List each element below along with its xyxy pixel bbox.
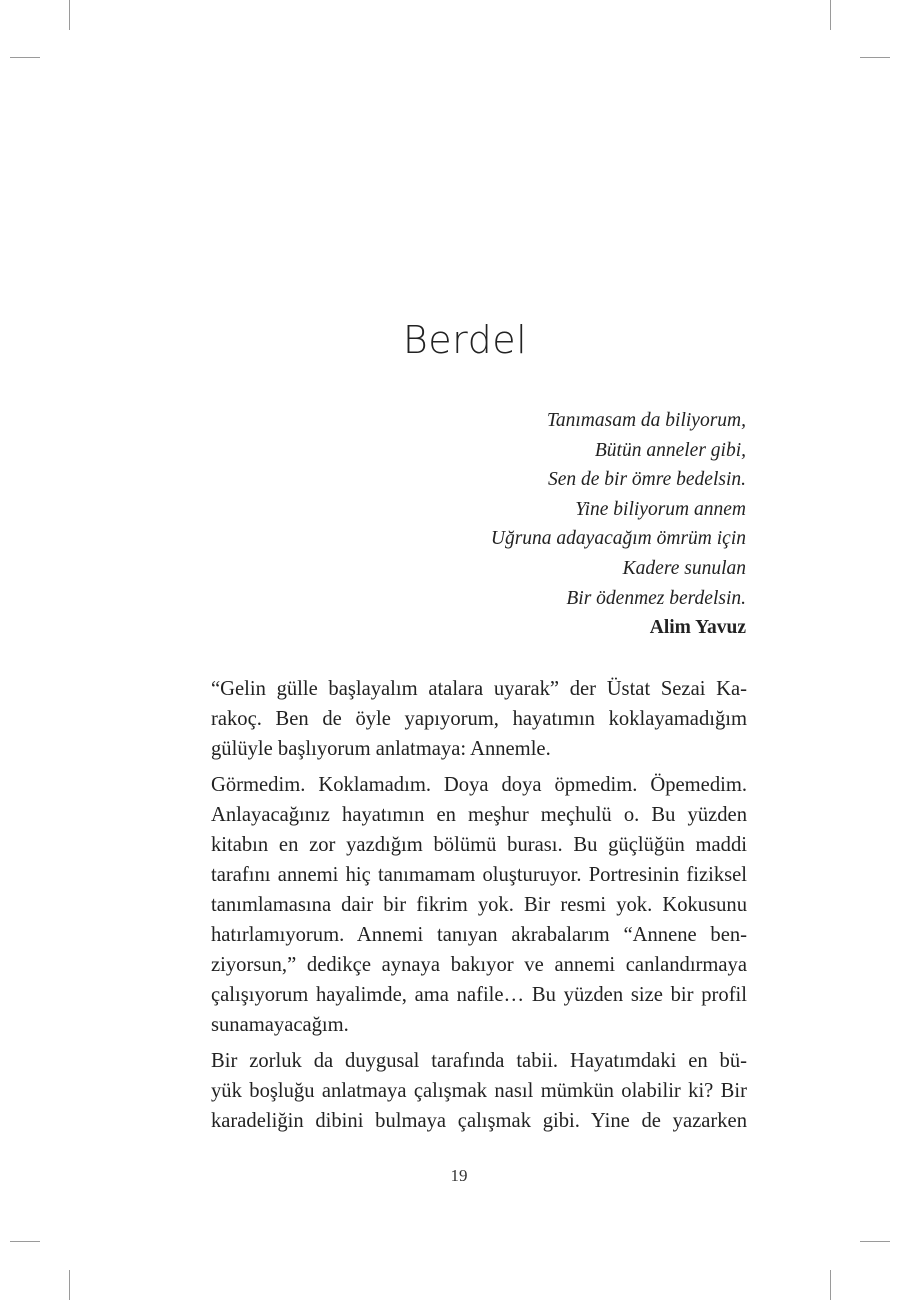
text-line: kitabın en zor yazdığım bölümü burası. Bu güçlüğün maddi <box>211 834 747 856</box>
text-line: “Gelin gülle başlayalım atalara uyarak” der Üstat Sezai Ka- <box>211 678 747 700</box>
epigraph-line: Bütün anneler gibi, <box>594 439 746 461</box>
body-text <box>183 674 747 1142</box>
text-line: rakoç. Ben de öyle yapıyorum, hayatımın koklayamadığım <box>211 708 747 730</box>
epigraph-author: Alim Yavuz <box>649 617 746 639</box>
text-line: ziyorsun,” dedikçe aynaya bakıyor ve annemi canlandırmaya <box>211 954 747 976</box>
crop-mark-left-top <box>10 57 40 58</box>
text-line: Anlayacağınız hayatımın en meşhur meçhulü o. Bu yüzden <box>211 804 747 826</box>
text-line: karadeliğin dibini bulmaya çalışmak gibi. Yine de yazarken <box>211 1110 747 1132</box>
epigraph-line: Yine biliyorum annem <box>575 498 746 520</box>
crop-mark-bottom-left <box>69 1270 70 1300</box>
epigraph <box>380 406 746 643</box>
epigraph-line: Kadere sunulan <box>622 557 746 579</box>
crop-mark-right-top <box>860 57 890 58</box>
text-line: Bir zorluk da duygusal tarafında tabii. Hayatımdaki en bü- <box>211 1050 747 1072</box>
crop-mark-top-right <box>830 0 831 30</box>
epigraph-line: Tanımasam da biliyorum, <box>546 410 746 431</box>
crop-mark-bottom-right <box>830 1270 831 1300</box>
paragraph <box>183 1046 747 1136</box>
text-line: hatırlamıyorum. Annemi tanıyan akrabalarım “Annene ben- <box>211 924 747 946</box>
epigraph-line: Bir ödenmez berdelsin. <box>566 587 746 609</box>
text-line: çalışıyorum hayalimde, ama nafile… Bu yüzden size bir profil <box>211 984 747 1006</box>
text-line: gülüyle başlıyorum anlatmaya: Annemle. <box>211 738 551 760</box>
text-line: tarafını annemi hiç tanımamam oluşturuyor. Portresinin fiziksel <box>211 864 747 886</box>
chapter-title: Berdel <box>402 318 528 362</box>
text-line: sunamayacağım. <box>211 1014 349 1036</box>
paragraph <box>183 770 747 1040</box>
text-line: tanımlamasına dair bir fikrim yok. Bir resmi yok. Kokusunu <box>211 894 747 916</box>
epigraph-line: Uğruna adayacağım ömrüm için <box>490 528 746 550</box>
text-line: Görmedim. Koklamadım. Doya doya öpmedim. Öpemedim. <box>211 774 747 796</box>
crop-mark-top-left <box>69 0 70 30</box>
crop-mark-right-bottom <box>860 1241 890 1242</box>
text-line: yük boşluğu anlatmaya çalışmak nasıl mümkün olabilir ki? Bir <box>211 1080 747 1102</box>
paragraph <box>183 674 747 764</box>
crop-mark-left-bottom <box>10 1241 40 1242</box>
epigraph-line: Sen de bir ömre bedelsin. <box>547 469 746 491</box>
page-number: 19 <box>450 1166 468 1185</box>
